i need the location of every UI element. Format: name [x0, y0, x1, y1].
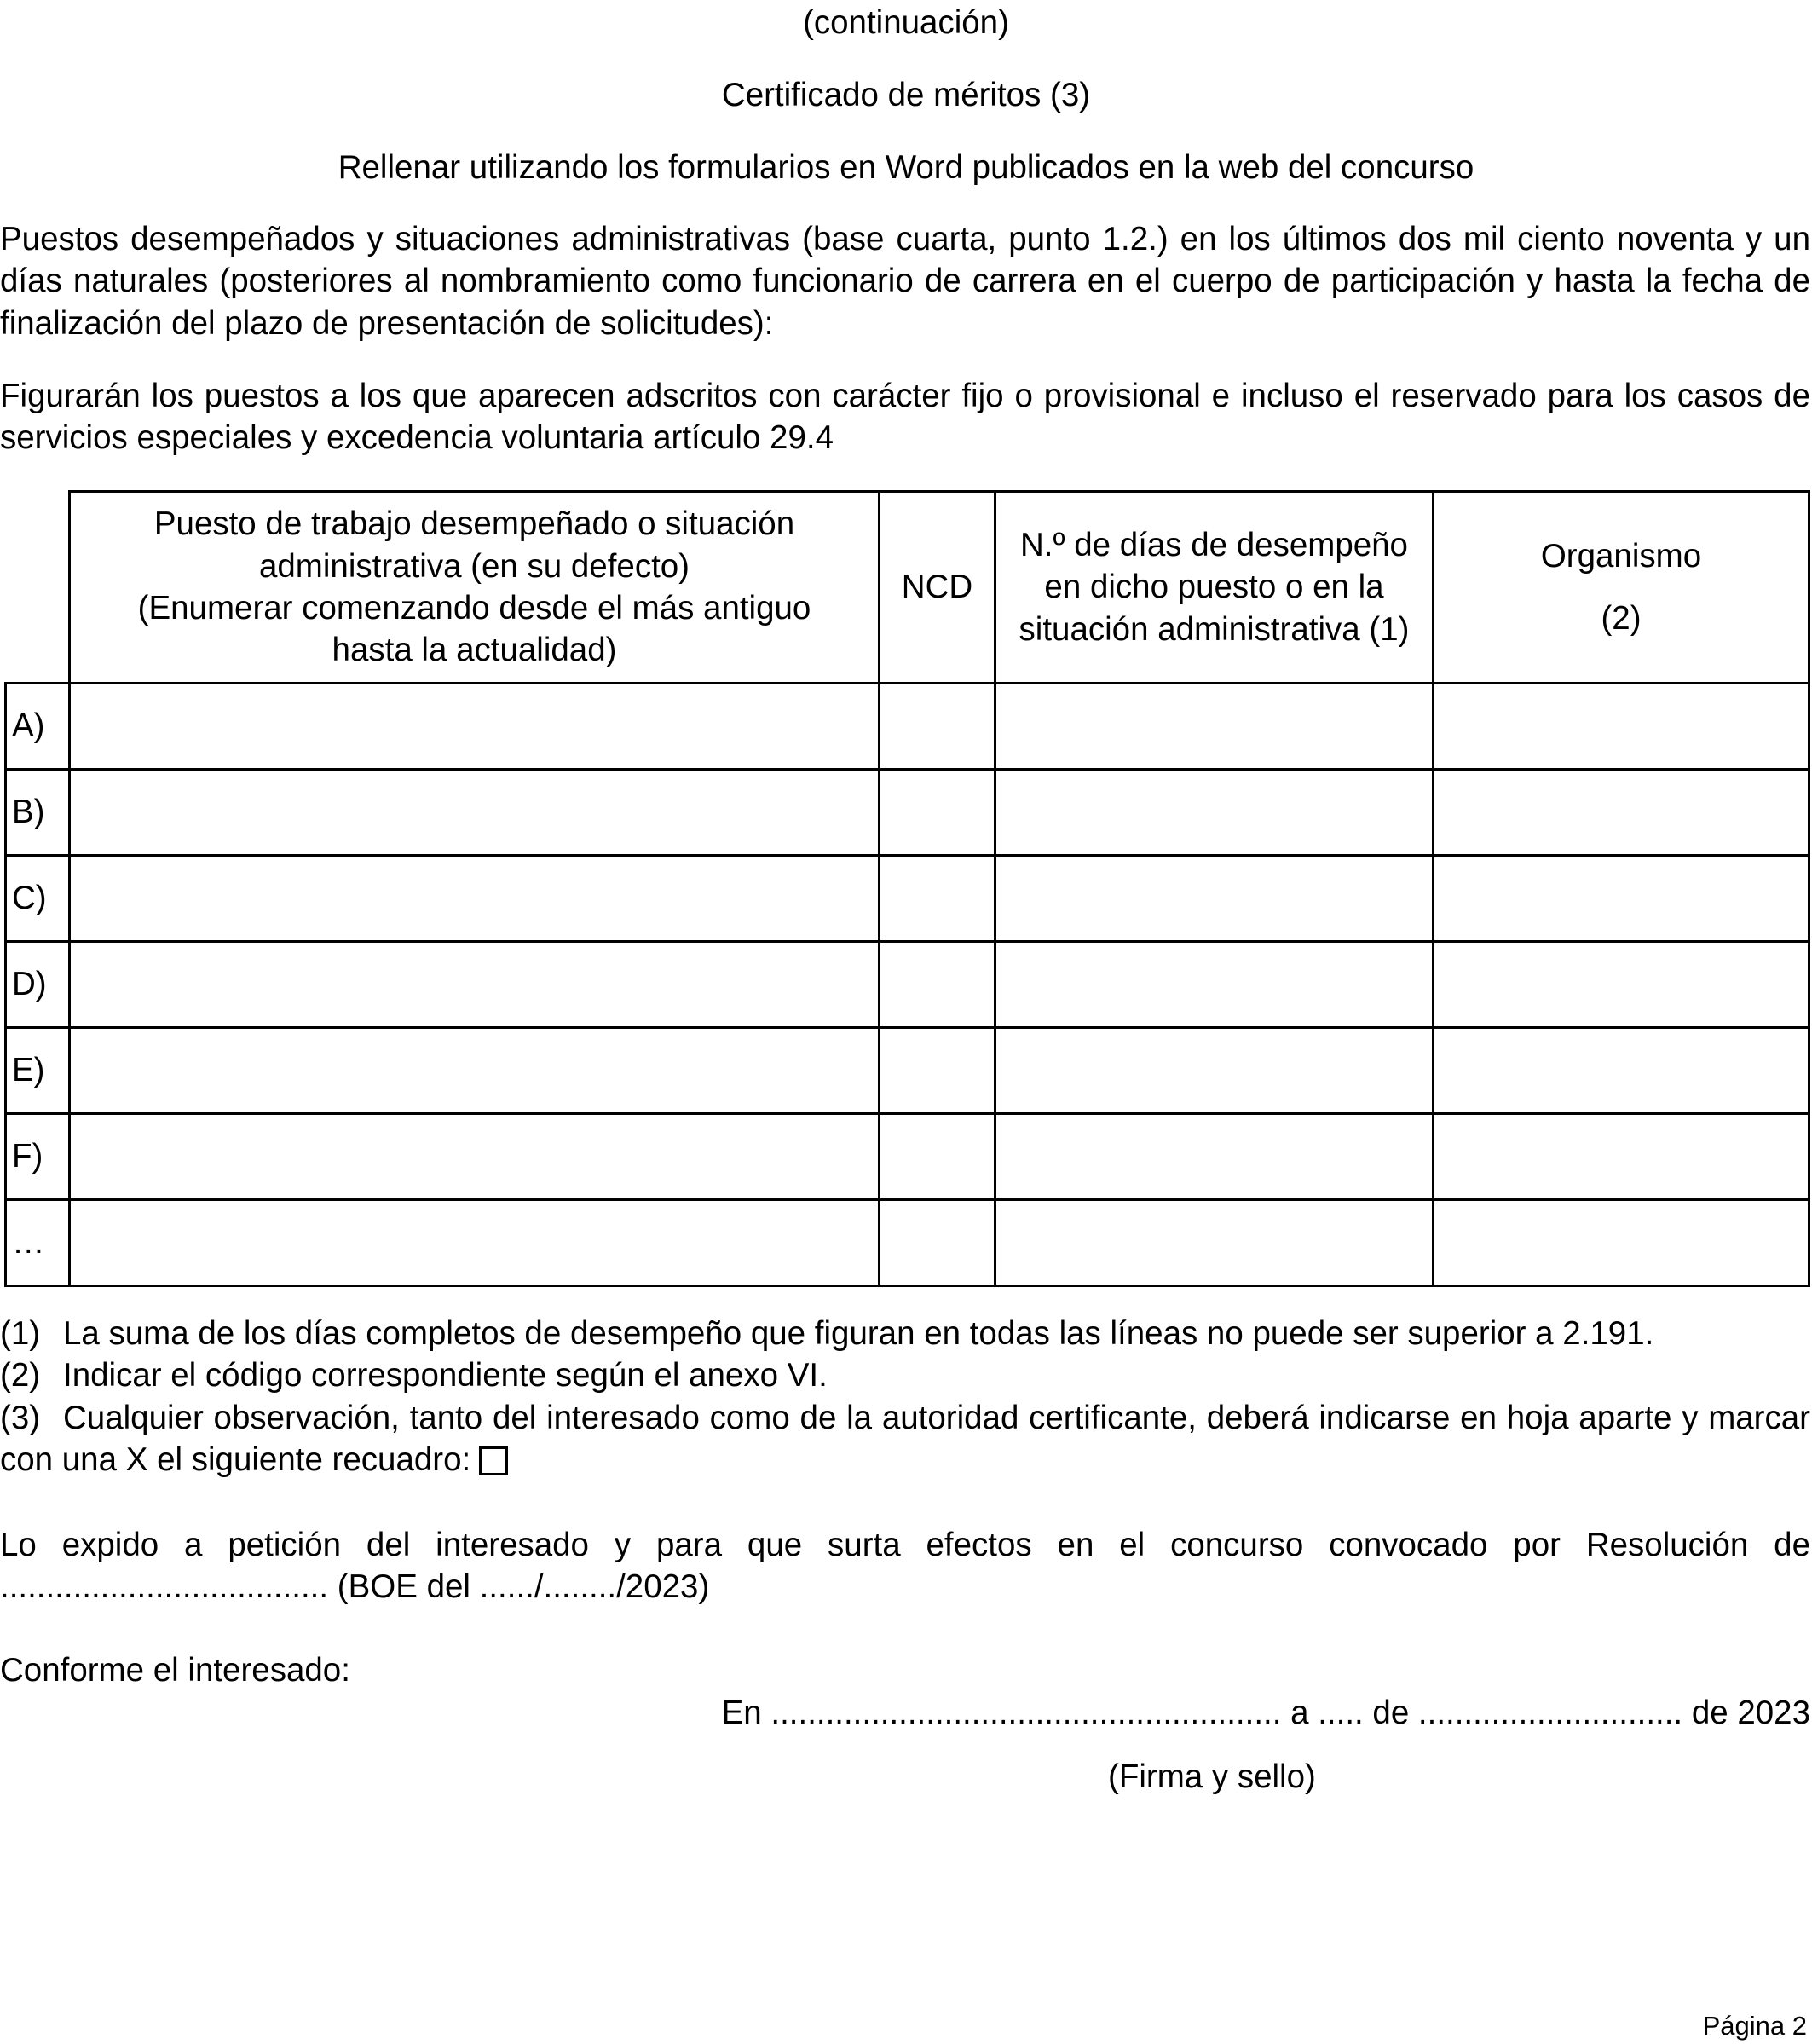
footnote	[0, 1354, 1810, 1396]
merits-table	[4, 490, 1810, 1287]
cell-dias[interactable]	[995, 1028, 1434, 1114]
positions-paragraph: Figurarán los puestos a los que aparecen adscritos con carácter fijo o provisional e incluso el reservado para los casos de servicios especiales y excedencia voluntaria artículo 29.4	[0, 378, 1810, 457]
conforme-label: Conforme el interesado:	[0, 1652, 350, 1689]
cell-organismo[interactable]	[1434, 1028, 1809, 1114]
header-dias-line: N.º de días de desempeño	[1020, 527, 1408, 564]
page-number: Página 2	[1702, 2011, 1807, 2041]
header-puesto-line: hasta la actualidad)	[332, 632, 617, 669]
observation-checkbox[interactable]	[479, 1446, 508, 1475]
cell-organismo[interactable]	[1434, 684, 1809, 770]
header-organismo-note: (2)	[1601, 600, 1642, 637]
row-label: B)	[6, 770, 70, 856]
footnotes	[0, 1313, 1810, 1481]
cell-dias[interactable]	[995, 942, 1434, 1028]
issuance-statement: Lo expido a petición del interesado y para que surta efectos en el concurso convocado por Resolución de .................................... (BOE del ....../......../2023)	[0, 1527, 1810, 1606]
cell-ncd[interactable]	[880, 684, 995, 770]
footnote	[0, 1397, 1810, 1481]
header-puesto-line: Puesto de trabajo desempeñado o situación	[153, 505, 795, 543]
header-ncd: NCD	[880, 492, 995, 684]
intro-paragraph: Puestos desempeñados y situaciones administrativas (base cuarta, punto 1.2.) en los últimos dos mil ciento noventa y un días naturales (posteriores al nombramiento como funcionario de carrera en el cuerpo de participación y hasta la fecha de finalización del plazo de presentación de solicitudes):	[0, 221, 1810, 342]
cell-ncd[interactable]	[880, 1200, 995, 1286]
header-organismo	[1434, 492, 1809, 684]
cell-ncd[interactable]	[880, 856, 995, 942]
table-row	[6, 770, 1809, 856]
footnote-number: (3)	[0, 1399, 41, 1436]
header-dias-line: en dicho puesto o en la	[1044, 569, 1384, 606]
table-row	[6, 1028, 1809, 1114]
footnote-text: Indicar el código correspondiente según el anexo VI.	[63, 1357, 828, 1394]
header-dias-line: situación administrativa (1)	[1019, 610, 1410, 648]
footnote	[0, 1313, 1810, 1354]
table-row	[6, 942, 1809, 1028]
cell-ncd[interactable]	[880, 770, 995, 856]
cell-dias[interactable]	[995, 856, 1434, 942]
signature-label: (Firma y sello)	[1108, 1758, 1316, 1795]
cell-puesto[interactable]	[70, 770, 880, 856]
blank-corner-cell	[6, 492, 70, 684]
cell-dias[interactable]	[995, 1200, 1434, 1286]
footnote-text: Cualquier observación, tanto del interesado como de la autoridad certificante, deberá indicarse en hoja aparte y marcar con una X el siguiente recuadro:	[0, 1399, 1810, 1478]
footnote-number: (2)	[0, 1357, 41, 1394]
cell-organismo[interactable]	[1434, 1200, 1809, 1286]
table-row	[6, 684, 1809, 770]
table-row	[6, 1114, 1809, 1200]
fill-instruction: Rellenar utilizando los formularios en Word publicados en la web del concurso	[338, 149, 1474, 186]
cell-organismo[interactable]	[1434, 770, 1809, 856]
cell-puesto[interactable]	[70, 684, 880, 770]
header-puesto	[70, 492, 880, 684]
row-label: D)	[6, 942, 70, 1028]
header-puesto-line: (Enumerar comenzando desde el más antiguo	[137, 590, 811, 626]
cell-puesto[interactable]	[70, 1114, 880, 1200]
cell-organismo[interactable]	[1434, 1114, 1809, 1200]
row-label: F)	[6, 1114, 70, 1200]
cell-organismo[interactable]	[1434, 942, 1809, 1028]
place-date-line: En ........................................................ a ..... de ............................. de 2023	[721, 1695, 1810, 1731]
footnote-number: (1)	[0, 1315, 41, 1352]
document-title: Certificado de méritos (3)	[721, 77, 1091, 113]
header-dias	[995, 492, 1434, 684]
cell-puesto[interactable]	[70, 1200, 880, 1286]
cell-puesto[interactable]	[70, 1028, 880, 1114]
row-label: C)	[6, 856, 70, 942]
header-puesto-line: administrativa (en su defecto)	[258, 547, 690, 585]
cell-dias[interactable]	[995, 684, 1434, 770]
cell-ncd[interactable]	[880, 1028, 995, 1114]
table-row	[6, 856, 1809, 942]
cell-dias[interactable]	[995, 1114, 1434, 1200]
footnote-text: La suma de los días completos de desempeño que figuran en todas las líneas no puede ser superior a 2.191.	[63, 1315, 1654, 1352]
cell-organismo[interactable]	[1434, 856, 1809, 942]
table-header-row	[6, 492, 1809, 684]
cell-dias[interactable]	[995, 770, 1434, 856]
cell-puesto[interactable]	[70, 942, 880, 1028]
row-label: …	[6, 1200, 70, 1286]
continuation-label: (continuación)	[803, 4, 1009, 41]
table-row	[6, 1200, 1809, 1286]
row-label: A)	[6, 684, 70, 770]
cell-ncd[interactable]	[880, 942, 995, 1028]
cell-ncd[interactable]	[880, 1114, 995, 1200]
cell-puesto[interactable]	[70, 856, 880, 942]
row-label: E)	[6, 1028, 70, 1114]
header-organismo-label: Organismo	[1540, 537, 1702, 575]
